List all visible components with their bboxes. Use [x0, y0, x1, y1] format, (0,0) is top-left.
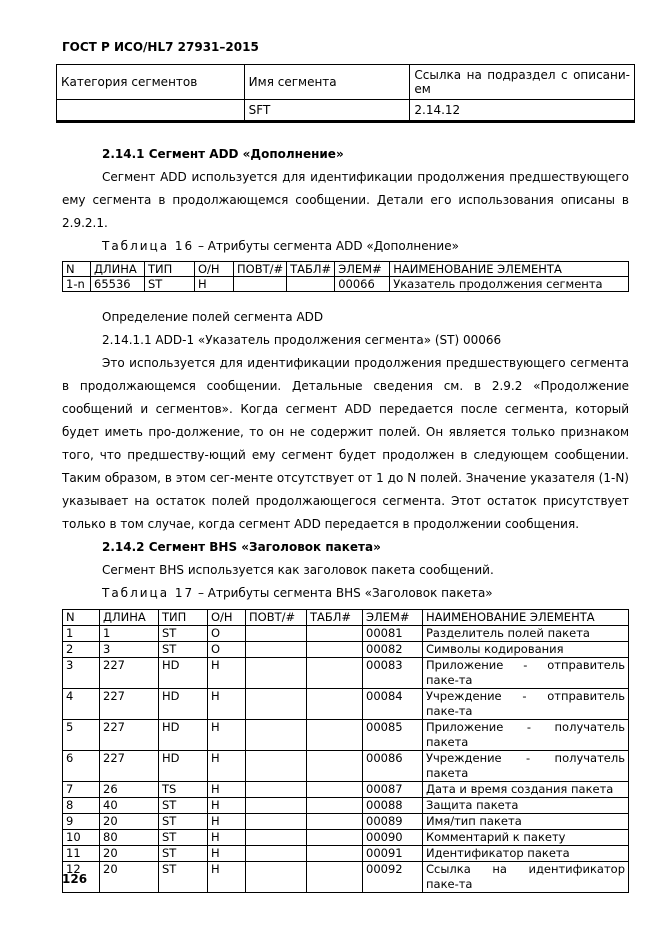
table-cell: [307, 862, 363, 893]
table-cell: 227: [100, 751, 159, 782]
table-header-cell: НАИМЕНОВАНИЕ ЭЛЕМЕНТА: [390, 262, 629, 277]
table-cell: [246, 751, 307, 782]
table-cell: [246, 830, 307, 846]
table-row: [63, 798, 629, 814]
table-cell: О: [208, 626, 246, 642]
table-row: [63, 720, 629, 751]
table-cell: ST: [159, 862, 208, 893]
table-row: [63, 830, 629, 846]
table-cell: [307, 720, 363, 751]
paragraph-fields-definition: [62, 352, 629, 536]
table-header-cell: ДЛИНА: [100, 610, 159, 626]
table-cell: [246, 846, 307, 862]
table-header-cell: ТИП: [159, 610, 208, 626]
table-cell: HD: [159, 689, 208, 720]
table-header-cell: О/Н: [195, 262, 234, 277]
table-cell: 40: [100, 798, 159, 814]
table-cell: Символы кодирования: [423, 642, 629, 658]
table-cell: 11: [63, 846, 100, 862]
table16-caption: [102, 235, 459, 258]
table-cell: [246, 862, 307, 893]
table-row: [57, 100, 635, 122]
fields-definition-subheading: 2.14.1.1 ADD-1 «Указатель продолжения сегмента» (ST) 00066: [102, 333, 502, 347]
table-cell: [307, 626, 363, 642]
table-header-cell: ТИП: [145, 262, 195, 277]
table-header-cell: Ссылка на подраздел с описани-ем: [410, 65, 635, 100]
table-cell: Н: [195, 277, 234, 292]
table-cell: Н: [208, 689, 246, 720]
table-cell: [57, 100, 245, 122]
table-cell: Приложение - отправитель паке-та: [423, 658, 629, 689]
table-cell: 2: [63, 642, 100, 658]
table-cell: 3: [100, 642, 159, 658]
document-header: ГОСТ Р ИСО/HL7 27931–2015: [62, 40, 259, 54]
paragraph-text: Сегмент ADD используется для идентификации продолжения предшествующего ему сегмента в продолжающемся сообщении. Детали его использования описаны в 2.9.2.1.: [62, 170, 629, 230]
table-row: [63, 626, 629, 642]
table-cell: Н: [208, 814, 246, 830]
table-row: [63, 782, 629, 798]
table-cell: Н: [208, 798, 246, 814]
table-cell: 227: [100, 689, 159, 720]
table-row: [63, 642, 629, 658]
table-cell: Защита пакета: [423, 798, 629, 814]
table-cell: Дата и время создания пакета: [423, 782, 629, 798]
table-cell: 1: [100, 626, 159, 642]
table-header-cell: НАИМЕНОВАНИЕ ЭЛЕМЕНТА: [423, 610, 629, 626]
section-heading-add: 2.14.1 Сегмент ADD «Дополнение»: [102, 147, 344, 161]
table-cell: SFT: [244, 100, 410, 122]
table-cell: 7: [63, 782, 100, 798]
table-row: [63, 751, 629, 782]
table-header-row: [63, 262, 629, 277]
table-row: [63, 689, 629, 720]
table-cell: [307, 798, 363, 814]
table-row: [63, 862, 629, 893]
section-heading-bhs: 2.14.2 Сегмент BHS «Заголовок пакета»: [102, 540, 381, 554]
table-cell: 20: [100, 814, 159, 830]
table-cell: 1: [63, 626, 100, 642]
table-header-cell: ТАБЛ#: [307, 610, 363, 626]
table-header-cell: N: [63, 610, 100, 626]
table-cell: [307, 751, 363, 782]
paragraph-add: [62, 166, 629, 235]
table-cell: ST: [159, 642, 208, 658]
table-row: [63, 846, 629, 862]
table-header-cell: ПОВТ/#: [246, 610, 307, 626]
table-cell: 00085: [363, 720, 423, 751]
table-cell: 65536: [91, 277, 145, 292]
table-cell: 2.14.12: [410, 100, 635, 122]
table-cell: 00089: [363, 814, 423, 830]
paragraph-bhs: Сегмент BHS используется как заголовок пакета сообщений.: [102, 563, 494, 577]
table-cell: 00087: [363, 782, 423, 798]
table-cell: 00092: [363, 862, 423, 893]
table-cell: 5: [63, 720, 100, 751]
table-cell: TS: [159, 782, 208, 798]
table-cell: ST: [159, 814, 208, 830]
table-cell: 10: [63, 830, 100, 846]
table-header-cell: Имя сегмента: [244, 65, 410, 100]
caption-label: Таблица 17: [102, 586, 195, 600]
table-cell: [307, 830, 363, 846]
table-cell: Н: [208, 782, 246, 798]
table-cell: HD: [159, 658, 208, 689]
table-cell: 00090: [363, 830, 423, 846]
table-cell: 8: [63, 798, 100, 814]
table-cell: [287, 277, 335, 292]
table-17: [62, 609, 629, 893]
table-cell: [307, 658, 363, 689]
table-header-cell: ДЛИНА: [91, 262, 145, 277]
table-cell: ST: [159, 830, 208, 846]
table-header-row: [63, 610, 629, 626]
table-cell: Учреждение - отправитель паке-та: [423, 689, 629, 720]
table-cell: 9: [63, 814, 100, 830]
table-cell: [307, 782, 363, 798]
table-cell: [246, 720, 307, 751]
table-cell: 00066: [335, 277, 390, 292]
table-cell: Н: [208, 658, 246, 689]
table-cell: Имя/тип пакета: [423, 814, 629, 830]
caption-text: – Атрибуты сегмента BHS «Заголовок пакета»: [194, 586, 493, 600]
table-header-cell: ЭЛЕМ#: [335, 262, 390, 277]
table-cell: Учреждение - получатель пакета: [423, 751, 629, 782]
table-cell: 227: [100, 658, 159, 689]
table-cell: [246, 814, 307, 830]
table-header-cell: ТАБЛ#: [287, 262, 335, 277]
table-cell: [307, 814, 363, 830]
table-cell: Идентификатор пакета: [423, 846, 629, 862]
segment-category-table: [56, 64, 635, 123]
table-cell: Н: [208, 720, 246, 751]
table-header-cell: ЭЛЕМ#: [363, 610, 423, 626]
table-cell: 20: [100, 846, 159, 862]
table-cell: 80: [100, 830, 159, 846]
fields-definition-heading: Определение полей сегмента ADD: [102, 310, 324, 324]
table-cell: 00081: [363, 626, 423, 642]
table-cell: ST: [159, 846, 208, 862]
table-row: [63, 658, 629, 689]
table-cell: [246, 689, 307, 720]
caption-text: – Атрибуты сегмента ADD «Дополнение»: [194, 239, 459, 253]
table-16: [62, 261, 629, 292]
table-cell: Н: [208, 830, 246, 846]
table-cell: [246, 642, 307, 658]
table-cell: 00083: [363, 658, 423, 689]
table-cell: ST: [159, 798, 208, 814]
table-cell: [246, 782, 307, 798]
table-cell: [307, 642, 363, 658]
caption-label: Таблица 16: [102, 239, 195, 253]
table-cell: 00082: [363, 642, 423, 658]
table-cell: [246, 798, 307, 814]
table-cell: 00088: [363, 798, 423, 814]
table-cell: HD: [159, 751, 208, 782]
table-cell: [246, 626, 307, 642]
table-cell: Н: [208, 751, 246, 782]
table-cell: HD: [159, 720, 208, 751]
table-row: [63, 814, 629, 830]
page-number: 126: [62, 872, 88, 886]
table-cell: ST: [159, 626, 208, 642]
table-cell: [307, 689, 363, 720]
table-header-cell: О/Н: [208, 610, 246, 626]
table-cell: Н: [208, 846, 246, 862]
table-cell: 26: [100, 782, 159, 798]
table-cell: 20: [100, 862, 159, 893]
table-cell: Указатель продолжения сегмента: [390, 277, 629, 292]
table-cell: 1-n: [63, 277, 91, 292]
table-cell: 3: [63, 658, 100, 689]
table-header-cell: Категория сегментов: [57, 65, 245, 100]
table-cell: О: [208, 642, 246, 658]
table-cell: Приложение - получатель пакета: [423, 720, 629, 751]
table-cell: 4: [63, 689, 100, 720]
table-cell: 227: [100, 720, 159, 751]
table-cell: 00091: [363, 846, 423, 862]
table-cell: [307, 846, 363, 862]
paragraph-text: Это используется для идентификации продолжения предшествующего сегмента в продолжающемся сообщении. Детальные сведения см. в 2.9.2 «Продолжение сообщений и сегментов». Когда сегмент ADD передается после сегмента, который будет иметь про-должение, то он не содержит полей. Он является только признаком того, что предшеству-ющий ему сегмент будет продолжен в следующем сообщении. Таким образом, в этом сег-менте отсутствует от 1 до N полей. Значение указателя (1-N) указывает на остаток полей продолжающегося сегмента. Этот остаток присутствует только в том случае, когда сегмент ADD передается в продолжении сообщения.: [62, 356, 629, 531]
table-cell: 00086: [363, 751, 423, 782]
table-cell: ST: [145, 277, 195, 292]
table-cell: 12: [63, 862, 100, 893]
table-cell: 00084: [363, 689, 423, 720]
table-header-cell: ПОВТ/#: [234, 262, 287, 277]
table-cell: [234, 277, 287, 292]
table-cell: 6: [63, 751, 100, 782]
table-header-row: [57, 65, 635, 100]
table-header-cell: N: [63, 262, 91, 277]
table17-caption: [102, 582, 493, 605]
table-row: [63, 277, 629, 292]
table-cell: Ссылка на идентификатор паке-та: [423, 862, 629, 893]
table-17-body: [63, 610, 629, 893]
table-cell: [246, 658, 307, 689]
table-cell: Разделитель полей пакета: [423, 626, 629, 642]
table-cell: Комментарий к пакету: [423, 830, 629, 846]
table-cell: Н: [208, 862, 246, 893]
